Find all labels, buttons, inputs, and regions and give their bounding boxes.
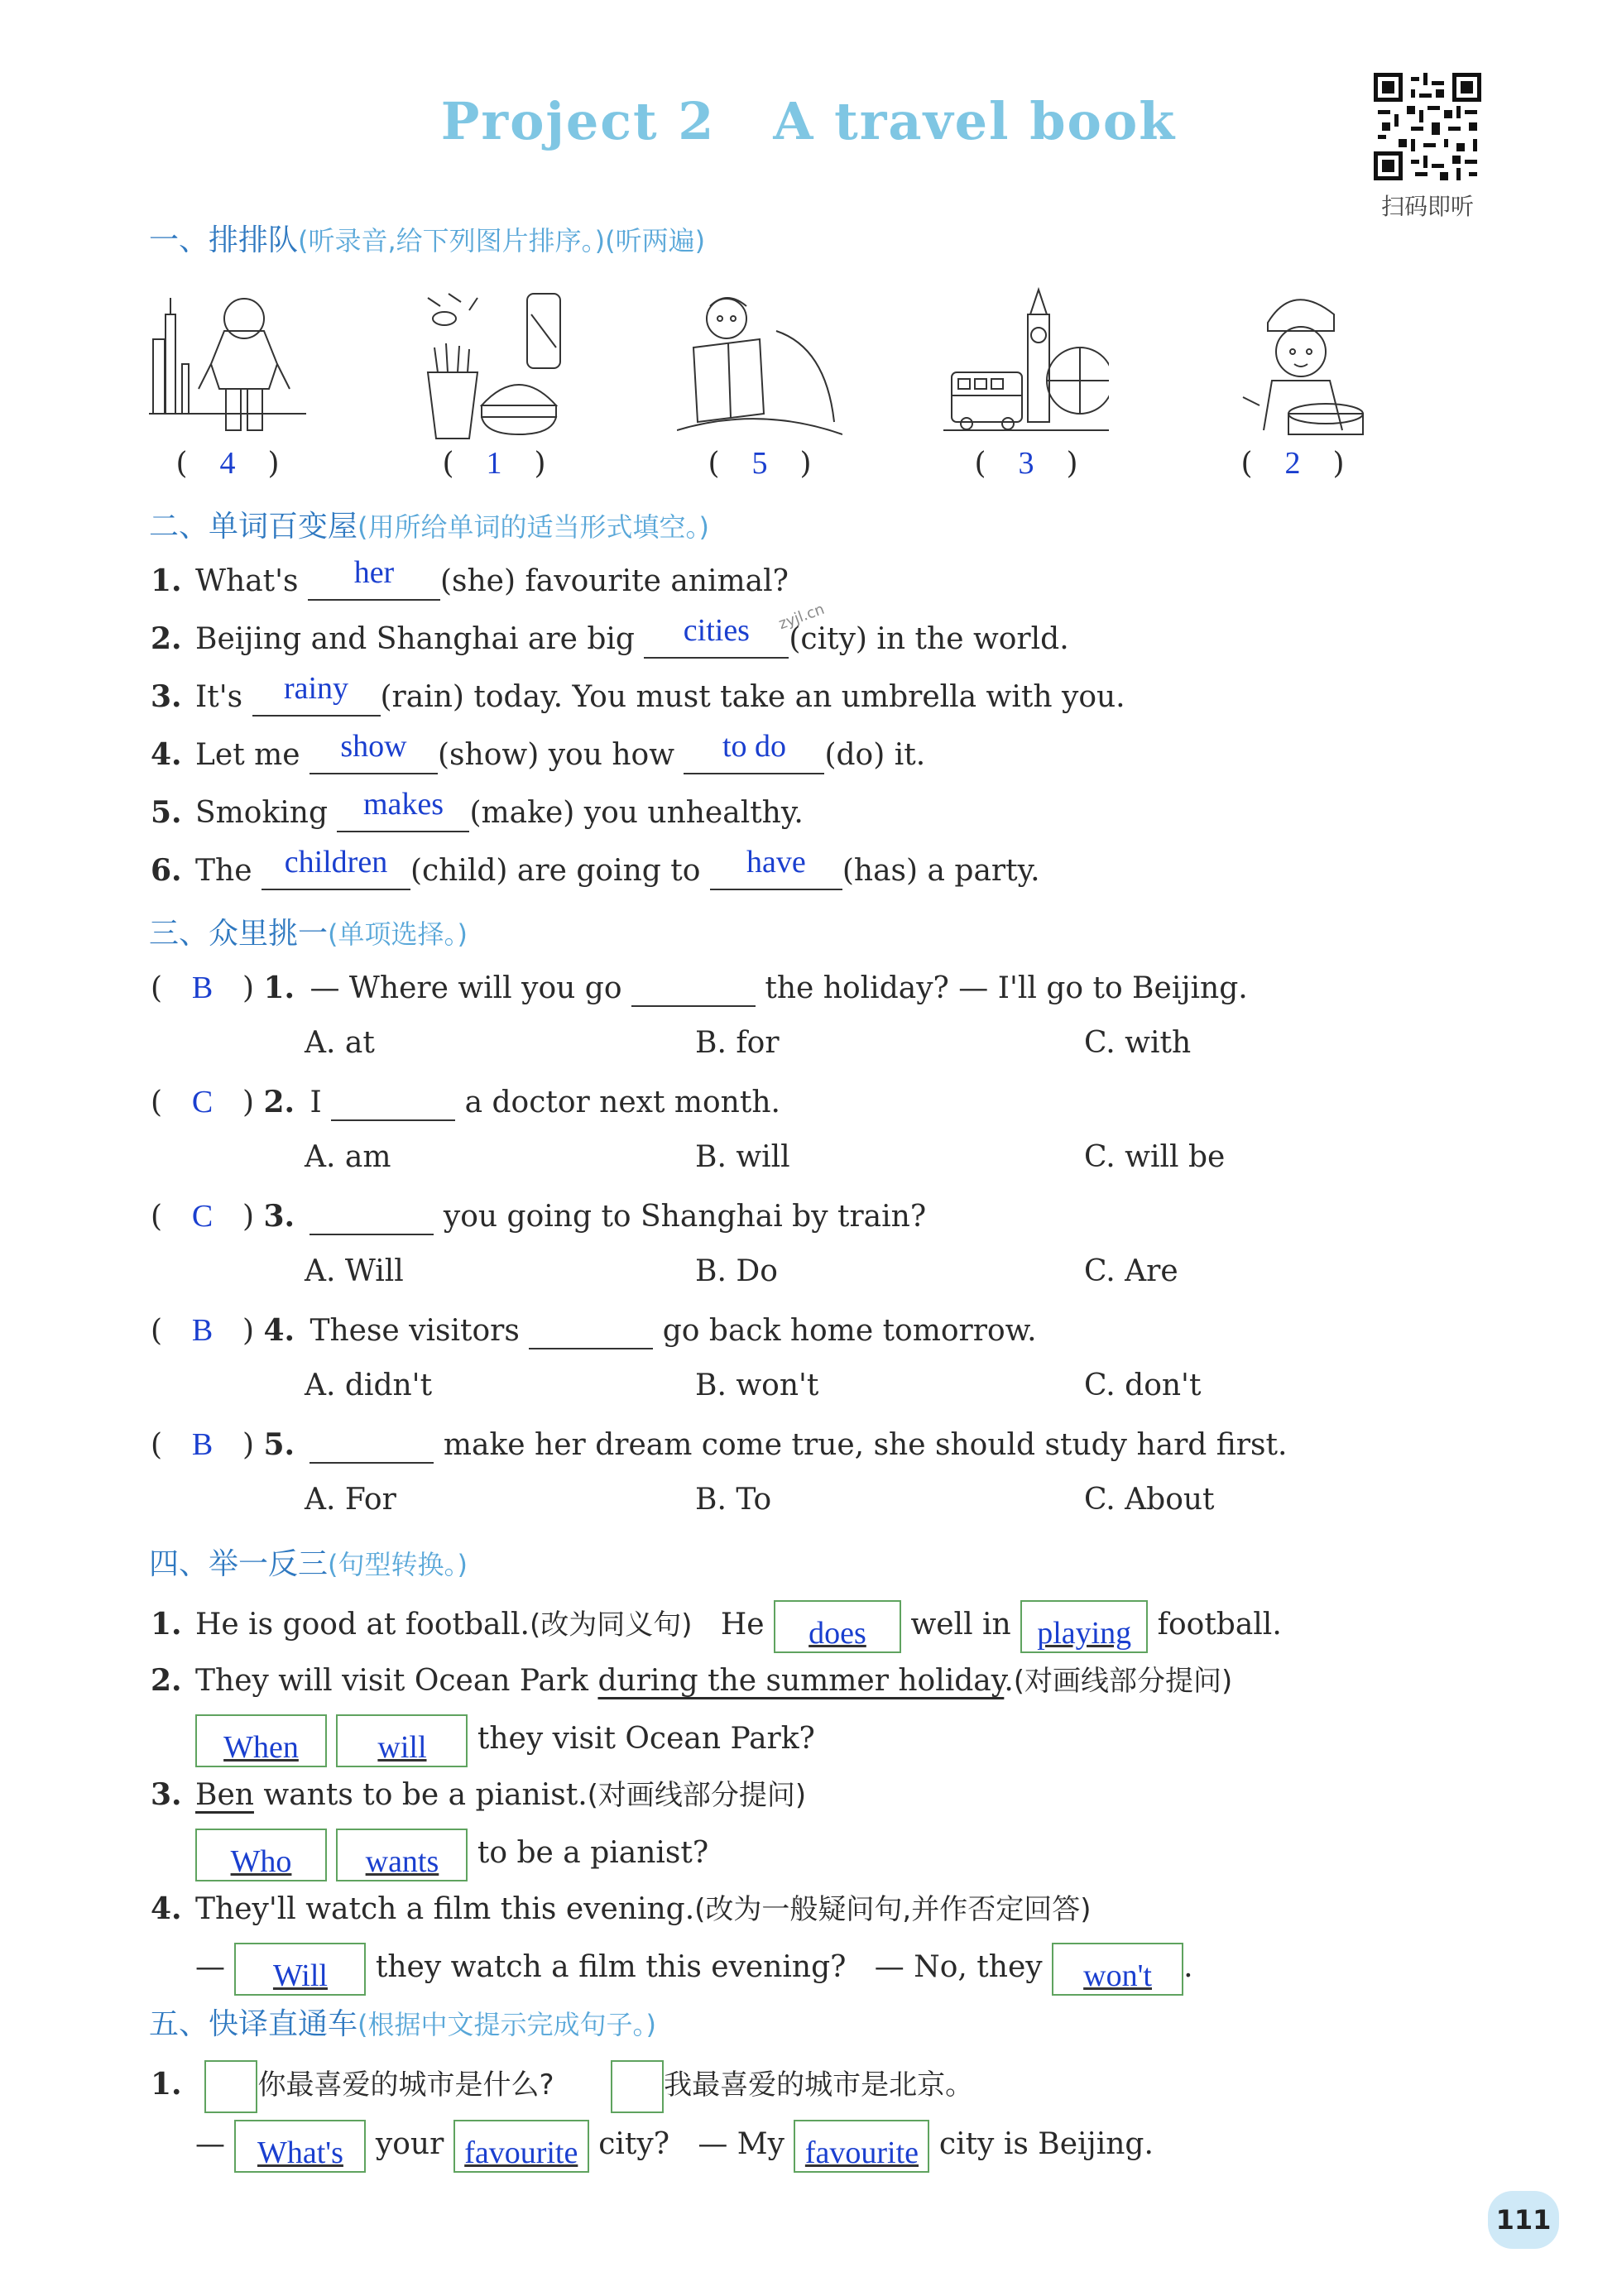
- picture-4-order: ( 3 ): [974, 446, 1078, 481]
- item-number: 3.: [151, 1777, 182, 1812]
- item-number: 6.: [151, 853, 182, 888]
- food-picture-icon: [411, 281, 577, 447]
- answer-text: her: [353, 555, 395, 590]
- section-4-question-4: [151, 1886, 1092, 1927]
- section-4-title: 四、举一反三: [149, 1547, 329, 1581]
- item-text: your: [375, 2127, 444, 2161]
- option-b[interactable]: B. won't: [695, 1368, 819, 1402]
- option-a[interactable]: A. am: [305, 1140, 391, 1174]
- section-2-hint: (用所给单词的适当形式填空。): [357, 511, 709, 543]
- option-a[interactable]: A. didn't: [305, 1368, 433, 1402]
- item-text: .: [1004, 1664, 1014, 1698]
- item-text: He is good at football.: [195, 1608, 530, 1642]
- item-number: 1.: [263, 971, 295, 1005]
- item-number: 2.: [151, 621, 182, 656]
- section-4-question-2: [151, 1658, 1232, 1699]
- girl-cake-picture-icon: [1210, 281, 1375, 447]
- item-text: (child) are going to: [410, 854, 701, 888]
- item-text: It's: [195, 680, 243, 714]
- section-5-title: 五、快译直通车: [149, 2007, 358, 2041]
- option-c[interactable]: C. Are: [1084, 1254, 1178, 1288]
- item-number: 3.: [263, 1199, 295, 1234]
- item-text: (rain) today. You must take an umbrella with you.: [380, 680, 1125, 714]
- answer-text: makes: [362, 787, 444, 822]
- item-text: (city) in the world.: [789, 622, 1069, 656]
- answer-text: playing: [1037, 1616, 1132, 1651]
- item-instruction: (对画线部分提问): [587, 1779, 807, 1812]
- item-text: — Where will you go: [309, 971, 622, 1005]
- answer-blank[interactable]: [252, 671, 381, 717]
- item-text: Smoking: [195, 796, 329, 830]
- item-text: make her dream come true, she should study hard first.: [443, 1428, 1288, 1462]
- answer-text: children: [284, 845, 388, 880]
- item-text: — My: [698, 2127, 785, 2161]
- qr-code-icon[interactable]: [1374, 73, 1481, 180]
- answer-text: 4: [219, 446, 236, 481]
- section-4-answer-2: [195, 1714, 815, 1767]
- item-text: wants to be a pianist.: [263, 1778, 588, 1812]
- option-a[interactable]: A. For: [305, 1483, 396, 1517]
- section-1-heading: [149, 217, 705, 259]
- answer-text: When: [223, 1730, 299, 1765]
- answer-box[interactable]: [453, 2120, 589, 2173]
- underlined-text: Ben: [195, 1778, 254, 1812]
- answer-text: 3: [1018, 446, 1034, 481]
- answer-text: What's: [257, 2135, 343, 2170]
- answer-text: B: [191, 1427, 214, 1462]
- item-text: (do) it.: [824, 738, 926, 772]
- item-text: they watch a film this evening?: [375, 1950, 847, 1984]
- section-4-answer-3: [195, 1829, 708, 1881]
- answer-blank[interactable]: [644, 613, 789, 659]
- section-5-question-1: [151, 2060, 973, 2113]
- section-5-heading: [149, 2001, 656, 2043]
- section-4-question-1: [151, 1600, 1282, 1653]
- item-number: 2.: [263, 1085, 295, 1119]
- answer-text: rainy: [283, 671, 349, 706]
- answer-text: cities: [683, 613, 750, 648]
- item-number: 4.: [151, 1891, 182, 1926]
- answer-blank[interactable]: [309, 1200, 434, 1235]
- option-c[interactable]: C. don't: [1084, 1368, 1202, 1402]
- item-text: city is Beijing.: [938, 2127, 1154, 2161]
- option-b[interactable]: B. To: [695, 1483, 772, 1517]
- answer-text: Will: [272, 1958, 328, 1993]
- item-number: 4.: [263, 1313, 295, 1348]
- answer-text: 5: [751, 446, 768, 481]
- answer-blank[interactable]: [262, 845, 410, 890]
- answer-box[interactable]: [234, 1943, 366, 1996]
- option-b[interactable]: B. Do: [695, 1254, 778, 1288]
- picture-5-order: ( 2 ): [1240, 446, 1345, 481]
- section-1-hint: (听录音,给下列图片排序。)(听两遍): [298, 225, 706, 256]
- chinese-prompt: 我最喜爱的城市是北京。: [664, 2068, 974, 2102]
- item-number: 3.: [151, 679, 182, 714]
- item-text: football.: [1157, 1608, 1282, 1642]
- blank-box[interactable]: [204, 2060, 257, 2113]
- item-number: 2.: [151, 1663, 182, 1698]
- section-5-hint: (根据中文提示完成句子。): [357, 2009, 656, 2040]
- section-2-item-4: [151, 729, 926, 774]
- section-1-title: 一、排排队: [149, 223, 299, 257]
- option-c[interactable]: C. will be: [1084, 1140, 1226, 1174]
- answer-text: B: [191, 1313, 214, 1348]
- astronaut-picture-icon: [145, 281, 310, 447]
- item-text: Let me: [195, 738, 300, 772]
- picture-2-order: ( 1 ): [442, 446, 546, 481]
- answer-text: does: [808, 1616, 866, 1651]
- answer-blank[interactable]: [337, 787, 469, 832]
- answer-text: show: [340, 729, 407, 764]
- title-topic: A travel book: [773, 91, 1177, 151]
- answer-blank[interactable]: [710, 845, 842, 890]
- section-3-question-1: ( B ) 1. — Where will you go the holiday? — I'll go to Beijing.: [151, 971, 1248, 1005]
- item-text: Beijing and Shanghai are big: [195, 622, 635, 656]
- item-number: 4.: [151, 737, 182, 772]
- option-a[interactable]: A. Will: [305, 1254, 404, 1288]
- answer-text: have: [746, 845, 806, 880]
- item-text: The: [195, 854, 252, 888]
- answer-blank[interactable]: [308, 555, 440, 601]
- option-c[interactable]: C. About: [1084, 1483, 1215, 1517]
- answer-text: to do: [722, 729, 786, 764]
- item-text: (show) you how: [438, 738, 675, 772]
- answer-box[interactable]: [195, 1714, 327, 1767]
- section-4-hint: (句型转换。): [328, 1549, 468, 1580]
- answer-box[interactable]: [234, 2120, 366, 2173]
- item-text: These visitors: [309, 1314, 520, 1348]
- item-text: — No, they: [874, 1950, 1043, 1984]
- answer-box[interactable]: [1020, 1600, 1148, 1653]
- item-number: 1.: [151, 2067, 182, 2102]
- title-project: Project 2: [440, 91, 716, 151]
- answer-box[interactable]: [336, 1714, 468, 1767]
- item-number: 5.: [263, 1427, 295, 1462]
- answer-text: favourite: [464, 2135, 578, 2170]
- dash: —: [195, 1950, 225, 1984]
- page-number: 111: [1488, 2191, 1559, 2249]
- qr-caption: 扫码即听: [1380, 193, 1474, 220]
- section-3-heading: [149, 910, 468, 952]
- answer-text: favourite: [804, 2135, 919, 2170]
- item-text: (she) favourite animal?: [439, 564, 789, 598]
- answer-blank[interactable]: [529, 1314, 653, 1349]
- picture-3-order: ( 5 ): [708, 446, 812, 481]
- item-instruction: (对画线部分提问): [1013, 1665, 1233, 1698]
- reading-boy-picture-icon: [677, 281, 842, 447]
- item-text: What's: [195, 564, 299, 598]
- answer-box[interactable]: [774, 1600, 901, 1653]
- section-2-item-3: [151, 671, 1125, 717]
- answer-text: C: [191, 1085, 214, 1119]
- section-2-item-5: [151, 787, 804, 832]
- option-b[interactable]: B. for: [695, 1026, 780, 1060]
- answer-text: wants: [365, 1844, 439, 1879]
- answer-box[interactable]: [336, 1829, 468, 1881]
- item-instruction: (改为同义句): [529, 1608, 693, 1642]
- item-instruction: (改为一般疑问句,并作否定回答): [694, 1893, 1092, 1926]
- answer-blank[interactable]: [331, 1086, 455, 1121]
- answer-blank[interactable]: [309, 1428, 434, 1464]
- item-text: I: [309, 1086, 322, 1119]
- answer-text: C: [191, 1199, 214, 1234]
- answer-box[interactable]: [1052, 1943, 1183, 1996]
- dash: —: [195, 2127, 225, 2161]
- item-text: .: [1183, 1950, 1193, 1984]
- answer-box[interactable]: [195, 1829, 327, 1881]
- item-text: (has) a party.: [842, 854, 1040, 888]
- answer-text: Who: [230, 1844, 292, 1879]
- item-number: 1.: [151, 1607, 182, 1642]
- section-2-item-1: [151, 555, 789, 601]
- item-text: city?: [598, 2127, 669, 2161]
- section-4-answer-4: [195, 1943, 1193, 1996]
- section-3-title: 三、众里挑一: [149, 917, 329, 951]
- item-text: a doctor next month.: [464, 1086, 780, 1119]
- item-text: to be a pianist?: [477, 1836, 709, 1870]
- option-a[interactable]: A. at: [305, 1026, 375, 1060]
- answer-text: 2: [1284, 446, 1301, 481]
- section-3-hint: (单项选择。): [328, 918, 468, 950]
- section-5-answer-1: [195, 2120, 1154, 2173]
- item-text: well in: [910, 1608, 1011, 1642]
- watermark: zyjl.cn: [776, 600, 828, 634]
- answer-text: will: [377, 1730, 427, 1765]
- item-text: He: [720, 1608, 765, 1642]
- answer-blank[interactable]: [631, 971, 756, 1007]
- item-number: 5.: [151, 795, 182, 830]
- option-c[interactable]: C. with: [1084, 1026, 1192, 1060]
- section-4-heading: [149, 1541, 468, 1583]
- answer-blank[interactable]: [684, 729, 824, 774]
- item-text: the holiday? — I'll go to Beijing.: [765, 971, 1248, 1005]
- picture-1-order: ( 4 ): [175, 446, 280, 481]
- section-3-question-3: ( C ) 3. you going to Shanghai by train?: [151, 1199, 927, 1234]
- item-text: (make) you unhealthy.: [469, 796, 804, 830]
- section-4-question-3: [151, 1772, 806, 1813]
- section-2-title: 二、单词百变屋: [149, 510, 358, 544]
- london-picture-icon: [943, 281, 1109, 447]
- section-3-question-2: ( C ) 2. I a doctor next month.: [151, 1085, 780, 1119]
- item-text: they visit Ocean Park?: [477, 1722, 815, 1756]
- answer-box[interactable]: [794, 2120, 929, 2173]
- item-text: They'll watch a film this evening.: [195, 1892, 695, 1926]
- item-number: 1.: [151, 563, 182, 598]
- chinese-prompt: 你最喜爱的城市是什么?: [257, 2068, 554, 2102]
- section-3-question-5: ( B ) 5. make her dream come true, she should study hard first.: [151, 1427, 1288, 1462]
- underlined-text: during the summer holiday: [597, 1664, 1005, 1698]
- answer-blank[interactable]: [309, 729, 438, 774]
- section-2-heading: [149, 503, 709, 545]
- item-text: you going to Shanghai by train?: [443, 1200, 927, 1234]
- answer-text: 1: [486, 446, 502, 481]
- blank-box[interactable]: [611, 2060, 664, 2113]
- section-3-question-4: ( B ) 4. These visitors go back home tomorrow.: [151, 1313, 1037, 1348]
- item-text: go back home tomorrow.: [662, 1314, 1037, 1348]
- item-text: They will visit Ocean Park: [195, 1664, 588, 1698]
- answer-text: B: [191, 971, 214, 1005]
- option-b[interactable]: B. will: [695, 1140, 790, 1174]
- section-2-item-6: [151, 845, 1040, 890]
- answer-text: won't: [1083, 1958, 1152, 1993]
